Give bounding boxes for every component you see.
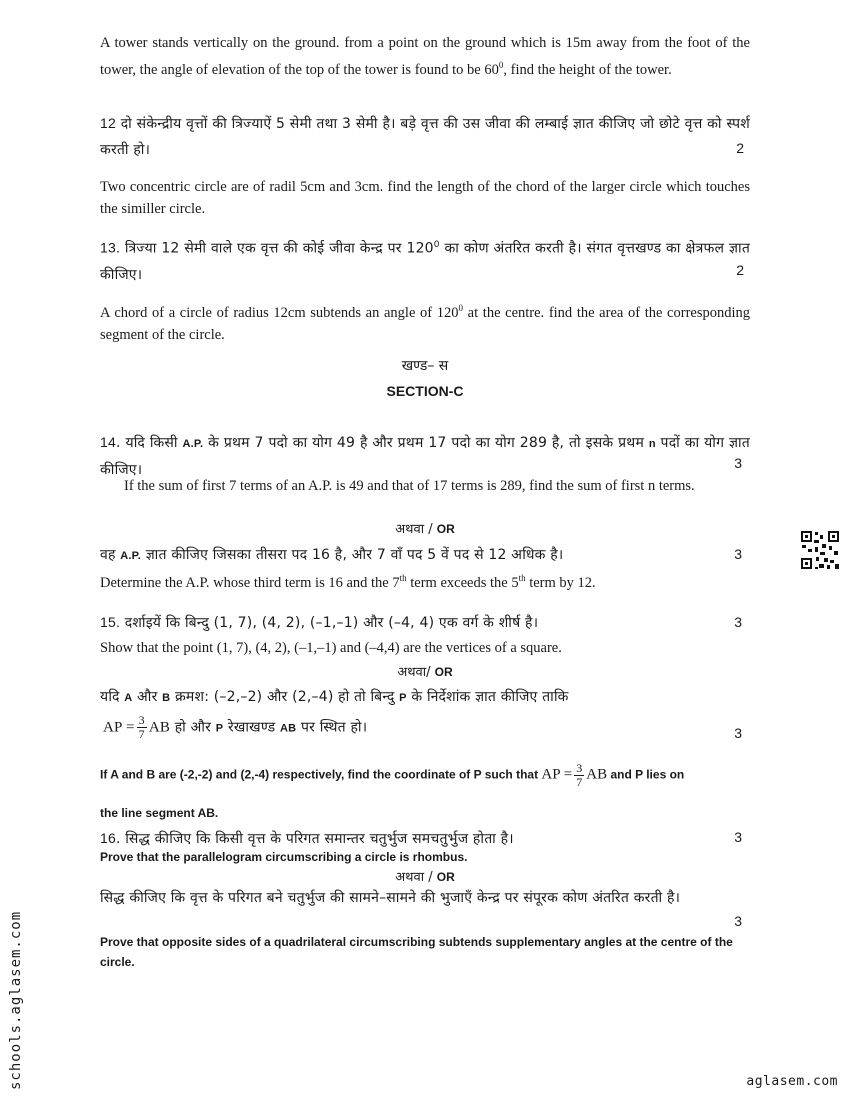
section-hindi-title: खण्ड– स bbox=[401, 358, 449, 374]
watermark-right: aglasem.com bbox=[746, 1074, 838, 1089]
q15-english: Show that the point (1, 7), (4, 2), (–1,–1) and (–4,4) are the vertices of a square. bbox=[100, 640, 562, 656]
q16-english: Prove that the parallelogram circumscribing a circle is rhombus. bbox=[100, 850, 468, 864]
q15-marks: 3 bbox=[734, 614, 742, 630]
q15-hindi: 15. दर्शाइयें कि बिन्दु (1, 7), (4, 2), (–1,–1) और (–4, 4) एक वर्ग के शीर्ष है। bbox=[100, 614, 539, 631]
q11-english: A tower stands vertically on the ground. from a point on the ground which is 15m away from the foot of the tower, the angle of elevation of the top of the tower is found to be $60^0$, find the height of the tower. bbox=[100, 35, 750, 78]
q15-alt-hindi-line2: AP = $\frac{3}{7}$ AB हो और P रेखाखण्ड AB पर स्थित हो। bbox=[103, 713, 368, 741]
q13-marks: 2 bbox=[736, 262, 744, 278]
q16-number: 16 bbox=[100, 830, 116, 846]
q13-number: 13. bbox=[100, 239, 121, 256]
q15-number: 15. bbox=[100, 614, 121, 630]
q14-or: अथवा / OR bbox=[395, 522, 455, 537]
q16-alt-hindi: सिद्ध कीजिए कि वृत्त के परिगत बने चतुर्भुज की सामने–सामने की भुजाएँ केन्द्र पर संपूरक कोण अंतरित करती है। bbox=[100, 890, 681, 906]
q14-alt-hindi: वह A.P. ज्ञात कीजिए जिसका तीसरा पद 16 है, और 7 वाँ पद 5 वें पद से 12 अधिक है। bbox=[100, 547, 564, 563]
q15-alt-english-line2: the line segment AB. bbox=[100, 806, 219, 820]
q15-fraction: $\frac{3}{7}$ bbox=[138, 713, 145, 741]
q14-alt-english: Determine the A.P. whose third term is 16 and the 7th term exceeds the 5th term by 12. bbox=[100, 573, 596, 591]
q16-alt-english: Prove that opposite sides of a quadrilateral circumscribing subtends supplementary angles at the centre of the circle. bbox=[100, 935, 733, 969]
q15-or: अथवा/ OR bbox=[397, 665, 453, 680]
q14-hindi: 14. यदि किसी A.P. के प्रथम 7 पदो का योग 49 है और प्रथम 17 पदो का योग 289 है, तो इसके प्रथम n पदों का योग ज्ञात कीजिए। bbox=[100, 434, 750, 478]
q15-alt-english-line1: If A and B are (-2,-2) and (2,-4) respectively, find the coordinate of P such that AP = $\frac{3}{7}$ AB and P lies on bbox=[100, 761, 685, 789]
watermark-left: schools.aglasem.com bbox=[8, 910, 24, 1090]
q16-hindi: 16. सिद्ध कीजिए कि किसी वृत्त के परिगत समान्तर चतुर्भुज समचतुर्भुज होता है। bbox=[100, 830, 514, 847]
q12-marks: 2 bbox=[736, 140, 744, 156]
q16-alt-marks: 3 bbox=[734, 913, 742, 929]
q12-hindi: 12 दो संकेन्द्रीय वृत्तों की त्रिज्याऐं 5 सेमी तथा 3 सेमी है। बड़े वृत्त की उस जीवा की लम्बाई ज्ञात कीजिए जो छोटे वृत्त को स्पर्श करती हो। bbox=[100, 115, 750, 158]
q15-alt-hindi-line1: यदि A और B क्रमश: (–2,–2) और (2,–4) हो तो बिन्दु P के निर्देशांक ज्ञात कीजिए ताकि bbox=[100, 689, 569, 705]
q16-or: अथवा / OR bbox=[395, 870, 455, 885]
q15-english-fraction: $\frac{3}{7}$ bbox=[576, 761, 583, 789]
q12-number: 12 bbox=[100, 115, 116, 131]
q13-hindi: 13. त्रिज्या 12 सेमी वाले एक वृत्त की कोई जीवा केन्द्र पर $120^0$ का कोण अंतरित करती है। संगत वृत्तखण्ड का क्षेत्रफल ज्ञात कीजिए। bbox=[100, 239, 750, 283]
q14-alt-marks: 3 bbox=[734, 546, 742, 562]
q15-alt-marks: 3 bbox=[734, 725, 742, 741]
section-english-title: SECTION-C bbox=[386, 383, 464, 399]
q16-marks: 3 bbox=[734, 829, 742, 845]
qr-code-icon bbox=[800, 530, 840, 570]
q14-english: If the sum of first 7 terms of an A.P. is 49 and that of 17 terms is 289, find the sum of first n terms. bbox=[124, 478, 695, 494]
q14-number: 14 bbox=[100, 434, 116, 450]
q12-english: Two concentric circle are of radil 5cm and 3cm. find the length of the chord of the larger circle which touches the similler circle. bbox=[100, 179, 750, 217]
q14-marks: 3 bbox=[734, 455, 742, 471]
q13-english: A chord of a circle of radius 12cm subtends an angle of $120^0$ at the centre. find the area of the corresponding segment of the circle. bbox=[100, 303, 750, 343]
